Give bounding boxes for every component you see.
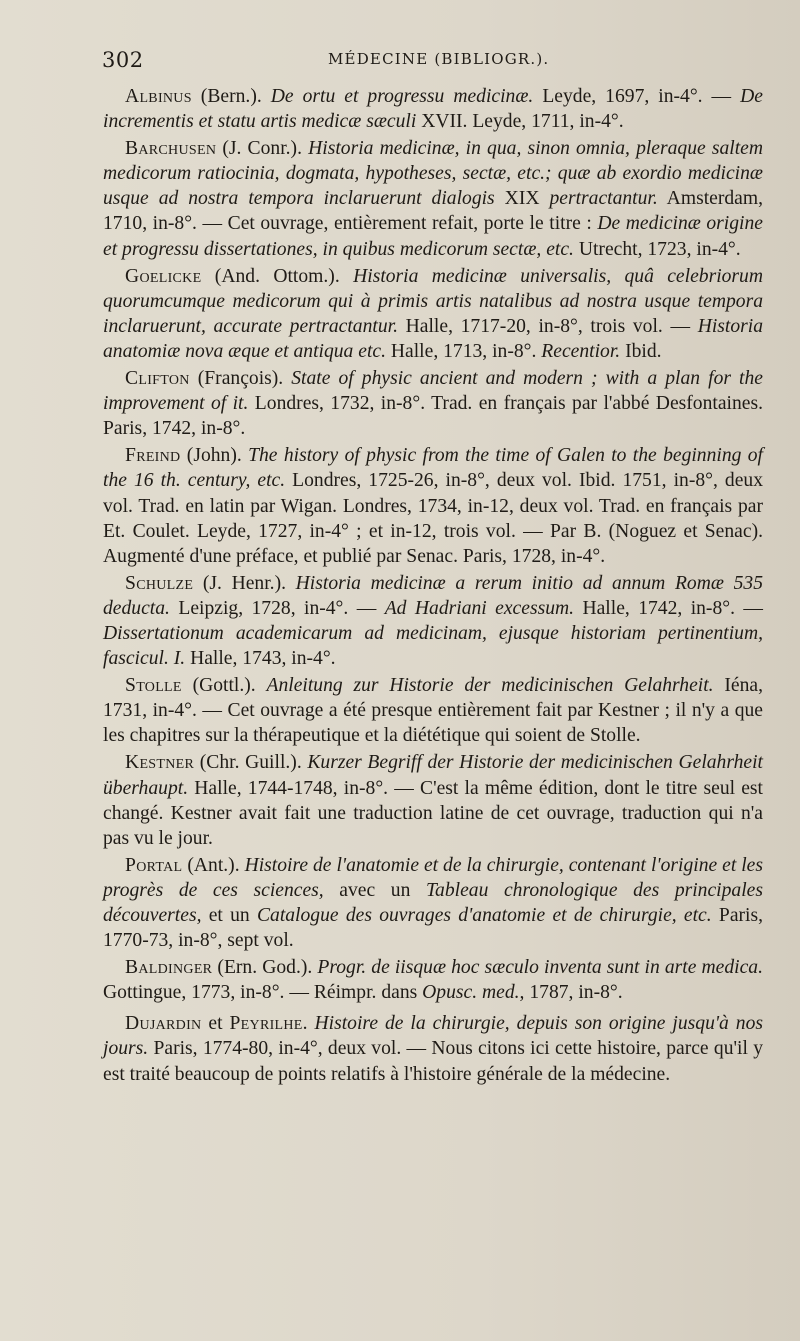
page-header — [0, 48, 800, 82]
entry-text: et un — [201, 905, 257, 926]
entry-text: XIX — [494, 188, 550, 210]
entry-author: Freind — [125, 445, 181, 467]
entry-author: Schulze — [125, 572, 194, 594]
running-head: MÉDECINE (BIBLIOGR.). — [328, 50, 550, 68]
entry-author: Dujardin — [125, 1013, 202, 1035]
entry-text: (And. Ottom.). — [201, 265, 354, 287]
entry-title: Tableau chronologique des principales découvertes, — [103, 879, 763, 926]
entry-title: Catalogue des ouvrages d'anatomie et de chirurgie, etc. — [256, 905, 712, 926]
bibliography-entry — [103, 136, 763, 261]
entry-text: 1787, in-8°. — [524, 982, 623, 1004]
entry-text: Londres, 1732, in-8°. Trad. en français par l'abbé Desfontaines. Paris, 1742, in-8°. — [103, 393, 764, 440]
bibliography-entry — [103, 443, 763, 568]
entry-author: Clifton — [125, 368, 190, 390]
entry-title: De incrementis et statu artis medicæ sæculi — [103, 86, 764, 133]
entry-text: Gottingue, 1773, in-8°. — Réimpr. dans — [103, 982, 423, 1004]
entry-text: Paris, 1774-80, in-4°, deux vol. — Nous citons ici cette histoire, parce qu'il y est traité beaucoup de points relatifs à l'histoire générale de la médecine. — [103, 1038, 763, 1085]
entry-text: (Bern.). — [191, 86, 271, 107]
entry-text: (Gottl.). — [181, 675, 267, 697]
entry-title: De medicinæ origine et progressu dissertationes, in quibus medicorum sectæ, etc. — [103, 213, 763, 260]
entry-text: (J. Henr.). — [193, 572, 296, 594]
entry-text: (John). — [180, 445, 249, 467]
entry-title: Ad Hadriani excessum. — [384, 597, 575, 619]
entry-title: Historia anatomiæ nova æque et antiqua etc. — [103, 315, 764, 362]
entry-title: Histoire de la chirurgie, depuis son origine jusqu'à nos jours. — [103, 1013, 764, 1060]
entry-text: Londres, 1725-26, in-8°, deux vol. Ibid. 1751, in-8°, deux vol. Trad. en latin par Wigan. Londres, 1734, in-12, deux vol. Trad. en français par Et. Coulet. Leyde, 1727, in-4° ; et in-12, trois vol. — Par B. (Noguez et Senac). Augmenté d'une préface, et publié par Senac. Paris, 1728, in-4°. — [103, 470, 763, 567]
bibliography-entry — [103, 853, 763, 953]
entry-text: avec un — [323, 879, 426, 901]
entry-text: (Ern. God.). — [212, 957, 318, 979]
entry-author: Peyrilhe — [229, 1013, 303, 1035]
entry-title: Opusc. med., — [422, 982, 525, 1004]
entry-title: Historia medicinæ, in qua, sinon omnia, pleraque saltem medicorum ratiocinia, dogmata, hypotheses, sectæ, etc.; quæ ab exordio medicinæ usque ad nostra tempora inclaruerunt dialogis — [103, 138, 764, 210]
bibliography-entry — [103, 673, 763, 748]
entry-text: Iéna, 1731, in-4°. — Cet ouvrage a été presque entièrement fait par Kestner ; il n'y a que les chapitres sur la thérapeutique et la diététique qui soient de Stolle. — [103, 675, 764, 747]
entry-title: State of physic ancient and modern ; with a plan for the improvement of it. — [103, 368, 763, 415]
entry-title: Kurzer Begriff der Historie der medicinischen Gelahrheit überhaupt. — [103, 752, 764, 799]
entry-text: Halle, 1744-1748, in-8°. — C'est la même édition, dont le titre seul est changé. Kestner avait fait une traduction latine de cet ouvrage, traduction qui n'a pas vu le jour. — [103, 777, 763, 849]
entry-text: Leipzig, 1728, in-4°. — — [169, 597, 385, 619]
entry-author: Stolle — [125, 675, 182, 697]
entry-text: (François). — [189, 368, 292, 390]
entry-title: Recentior. — [541, 340, 621, 362]
entry-text: Utrecht, 1723, in-4°. — [573, 238, 741, 260]
entry-author: Portal — [125, 854, 183, 876]
entry-text: Halle, 1717-20, in-8°, trois vol. — — [398, 315, 698, 337]
entry-title: De ortu et progressu medicinæ. — [270, 86, 534, 107]
entry-author: Goelicke — [125, 265, 202, 287]
entry-text: Halle, 1743, in-4°. — [185, 648, 336, 670]
bibliography-body — [103, 84, 763, 1089]
entry-text: XVII. Leyde, 1711, in-4°. — [416, 111, 624, 133]
entry-text: (Ant.). — [182, 854, 245, 876]
entry-text: Halle, 1713, in-8°. — [385, 340, 542, 362]
entry-title: pertractantur. — [549, 188, 658, 210]
entry-title: The history of physic from the time of Galen to the beginning of the 16 th. century, etc. — [103, 445, 764, 492]
entry-text: . — [302, 1013, 315, 1035]
bibliography-entry — [103, 955, 763, 1005]
entry-text: Paris, 1770-73, in-8°, sept vol. — [103, 905, 764, 952]
entry-text: Ibid. — [620, 340, 662, 362]
bibliography-entry — [103, 84, 763, 134]
entry-text: Leyde, 1697, in-4°. — — [533, 86, 741, 107]
entry-author: Albinus — [125, 86, 192, 107]
entry-title: Historia medicinæ a rerum initio ad annum Romæ 535 deducta. — [103, 572, 763, 619]
bibliography-entry — [103, 750, 763, 850]
bibliography-entry — [103, 1011, 763, 1086]
entry-text: (Chr. Guill.). — [194, 752, 308, 774]
bibliography-entry — [103, 571, 763, 671]
entry-text: Halle, 1742, in-8°. — — [574, 597, 763, 619]
entry-author: Barchusen — [125, 138, 217, 160]
page-number: 302 — [102, 48, 144, 72]
entry-title: Progr. de iisquæ hoc sæculo inventa sunt in arte medica. — [317, 957, 763, 979]
entry-text: et — [201, 1013, 230, 1035]
bibliography-entry — [103, 366, 763, 441]
entry-title: Historia medicinæ universalis, quâ celebriorum quorumcumque medicorum qui à primis artis natalibus ad nostra usque tempora inclaruerunt, accurate pertractantur. — [103, 265, 764, 337]
bibliography-entry — [103, 264, 763, 364]
entry-title: Histoire de l'anatomie et de la chirurgie, contenant l'origine et les progrès de ces sciences, — [103, 854, 764, 901]
entry-author: Baldinger — [125, 957, 213, 979]
entry-title: Dissertationum academicarum ad medicinam, ejusque historiam pertinentium, fascicul. I. — [103, 622, 763, 670]
entry-title: Anleitung zur Historie der medicinischen Gelahrheit. — [266, 675, 714, 697]
entry-text: (J. Conr.). — [216, 138, 309, 160]
entry-author: Kestner — [125, 752, 195, 774]
entry-text: Amsterdam, 1710, in-8°. — Cet ouvrage, entièrement refait, porte le titre : — [103, 188, 763, 235]
